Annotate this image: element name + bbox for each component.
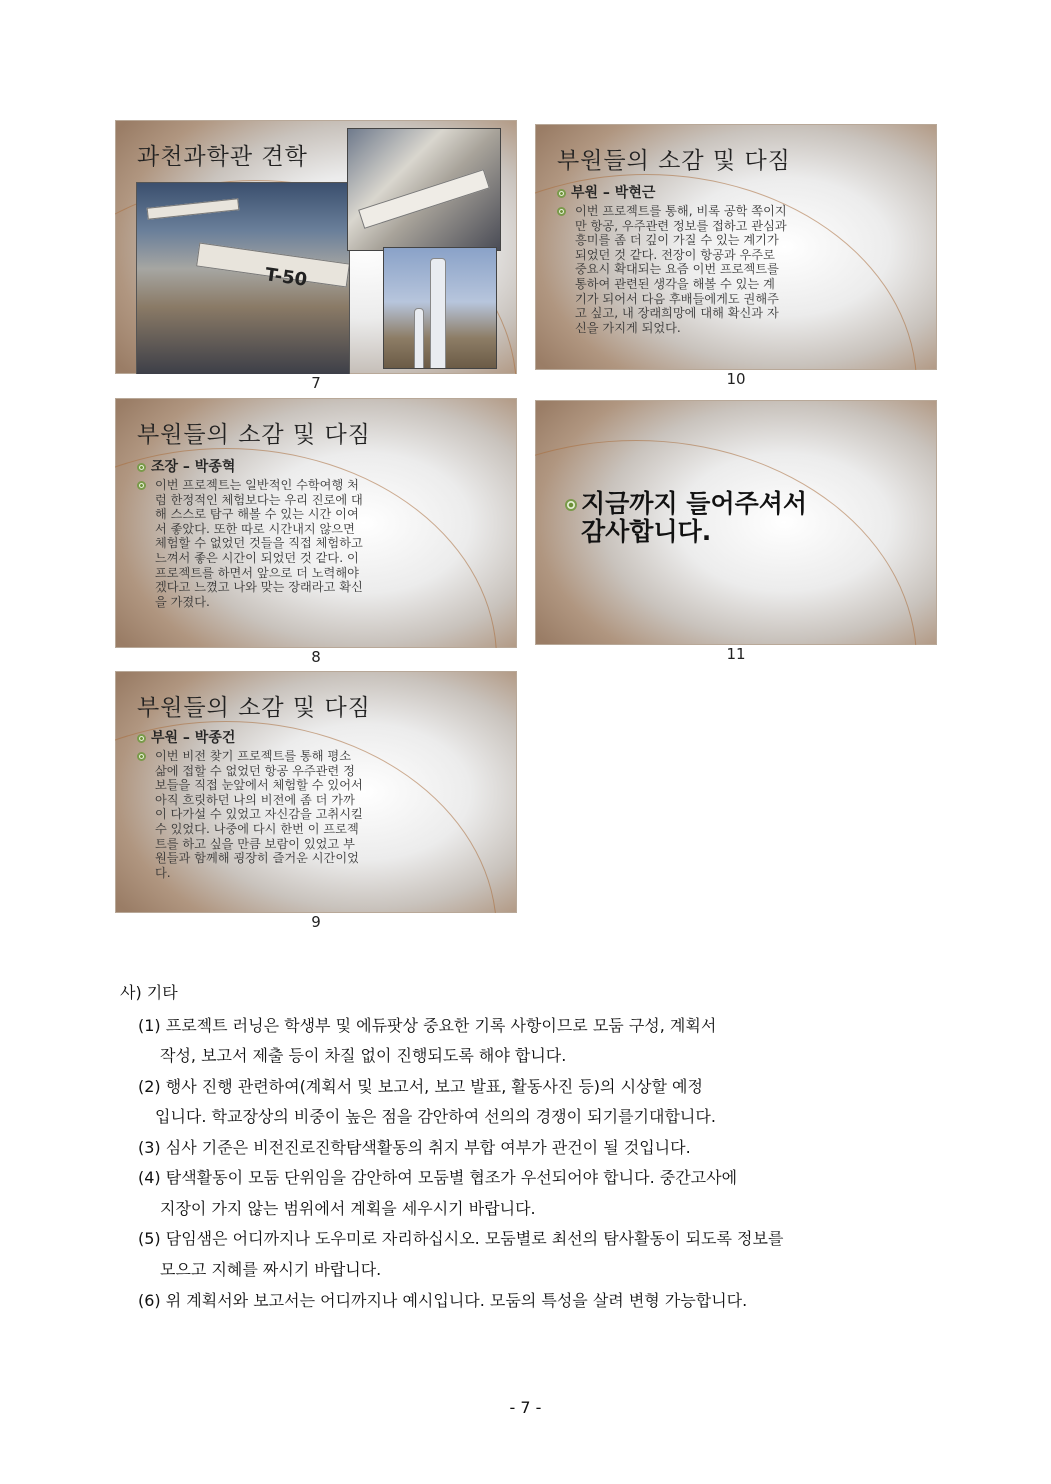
slide-number: 10 <box>726 370 746 388</box>
aircraft-model <box>147 198 240 220</box>
aircraft-model <box>358 169 490 229</box>
speaker-label: 부원 – 박현근 <box>557 182 655 202</box>
section-line: 모으고 지혜를 짜시기 바랍니다. <box>160 1260 382 1279</box>
body-line: 보들을 직접 눈앞에서 체험할 수 있어서 <box>155 778 363 793</box>
section-line: (2) 행사 진행 관련하여(계획서 및 보고서, 보고 발표, 활동사진 등)의 시상할 예정 <box>138 1077 703 1096</box>
slide-11 <box>535 400 937 645</box>
body-line: 흥미를 좀 더 깊이 가질 수 있는 계기가 <box>575 233 779 248</box>
slide-10 <box>535 124 937 370</box>
body-line: 고 싶고, 내 장래희망에 대해 확신과 자 <box>575 306 779 321</box>
body-line: 기가 되어서 다음 후배들에게도 권해주 <box>575 291 779 306</box>
section-line: (3) 심사 기준은 비전진로진학탐색활동의 취지 부합 여부가 관건이 될 것입니다. <box>138 1138 691 1157</box>
body-line: 수 있었다. 나중에 다시 한번 이 프로젝 <box>155 821 359 836</box>
section-line: 입니다. 학교장상의 비중이 높은 점을 감안하여 선의의 경쟁이 되기를기대합니다. <box>155 1107 716 1126</box>
section-line: 작성, 보고서 제출 등이 차질 없이 진행되도록 해야 합니다. <box>160 1046 567 1065</box>
body-line: 다. <box>155 865 171 880</box>
body-line: 겠다고 느꼈고 나와 맞는 장래라고 확신 <box>155 580 363 595</box>
body-line: 프로젝트를 하면서 앞으로 더 노력해야 <box>155 565 359 580</box>
slide-body <box>557 204 787 335</box>
body-line: 이 다가설 수 있었고 자신감을 고취시킬 <box>155 807 363 822</box>
body-line: 이번 비전 찾기 프로젝트를 통해 평소 <box>155 749 351 763</box>
body-line: 이번 프로젝트는 일반적인 수학여행 처 <box>155 478 359 492</box>
body-line: 원들과 함께해 굉장히 즐거운 시간이었 <box>155 851 359 866</box>
body-line: 중요시 확대되는 요즘 이번 프로젝트를 <box>575 262 779 277</box>
section-title: 사) 기타 <box>120 983 178 1002</box>
bullet-icon <box>557 207 566 216</box>
slide-title: 과천과학관 견학 <box>137 144 308 170</box>
body-line: 을 가졌다. <box>155 594 210 609</box>
museum-hall-photo <box>136 182 350 374</box>
page-number: - 7 - <box>509 1398 542 1417</box>
section-line: (1) 프로젝트 러닝은 학생부 및 에듀팟상 중요한 기록 사항이므로 모둠 구성, 계획서 <box>138 1016 717 1035</box>
bullet-icon <box>137 463 146 472</box>
bullet-icon <box>137 734 146 743</box>
body-line: 통하여 관련된 생각을 해볼 수 있는 계 <box>575 276 775 291</box>
closing-line: 감사합니다. <box>581 517 712 546</box>
bullet-icon <box>565 499 577 511</box>
slide-number: 8 <box>311 648 321 666</box>
body-line: 만 항공, 우주관련 정보를 접하고 관심과 <box>575 218 787 233</box>
body-line: 이번 프로젝트를 통해, 비록 공학 쪽이지 <box>575 204 787 218</box>
slide-9 <box>115 671 517 913</box>
section-line: (4) 탐색활동이 모둠 단위임을 감안하여 모둠별 협조가 우선되어야 합니다. 중간고사에 <box>138 1168 738 1187</box>
bullet-icon <box>557 189 566 198</box>
section-line: (5) 담임샘은 어디까지나 도우미로 자리하십시오. 모둠별로 최선의 탐사활동이 되도록 정보를 <box>138 1229 784 1248</box>
aircraft-exhibit-photo <box>347 128 501 251</box>
closing-message <box>565 490 807 546</box>
slide-7 <box>115 120 517 374</box>
slide-number: 7 <box>311 374 321 392</box>
slide-number: 11 <box>726 645 746 663</box>
body-line: 되었던 것 같다. 전장이 항공과 우주로 <box>575 247 775 262</box>
section-line: 지장이 가지 않는 범위에서 계획을 세우시기 바랍니다. <box>160 1199 536 1218</box>
slide-title: 부원들의 소감 및 다짐 <box>557 148 791 174</box>
body-line: 신을 가지게 되었다. <box>575 320 681 335</box>
slide-8 <box>115 398 517 648</box>
section-line: (6) 위 계획서와 보고서는 어디까지나 예시입니다. 모둠의 특성을 살려 변형 가능합니다. <box>138 1291 748 1310</box>
body-line: 아직 흐릿하던 나의 비전에 좀 더 가까 <box>155 792 355 807</box>
rocket-model <box>414 308 424 369</box>
body-line: 느껴서 좋은 시간이 되었던 것 같다. 이 <box>155 550 359 565</box>
closing-line: 지금까지 들어주셔서 <box>581 489 808 518</box>
slide-body <box>137 478 363 609</box>
bullet-icon <box>137 481 146 490</box>
aircraft-marking: T-50 <box>263 264 309 291</box>
speaker-label: 조장 – 박종혁 <box>137 456 235 476</box>
body-line: 체험할 수 없었던 것들을 직접 체험하고 <box>155 536 363 551</box>
body-line: 삶에 접할 수 없었던 항공 우주관련 정 <box>155 763 355 778</box>
rocket-model <box>430 258 446 369</box>
slide-title: 부원들의 소감 및 다짐 <box>137 422 371 448</box>
body-line: 서 좋았다. 또한 따로 시간내지 않으면 <box>155 521 355 536</box>
body-line: 트를 하고 싶을 만큼 보람이 있었고 부 <box>155 836 355 851</box>
slide-number: 9 <box>311 913 321 931</box>
rocket-photo <box>383 247 497 369</box>
body-line: 해 스스로 탐구 해볼 수 있는 시간 이여 <box>155 507 359 522</box>
bullet-icon <box>137 752 146 761</box>
slide-body <box>137 749 363 880</box>
body-line: 럼 한정적인 체험보다는 우리 진로에 대 <box>155 492 363 507</box>
slide-title: 부원들의 소감 및 다짐 <box>137 695 371 721</box>
speaker-label: 부원 – 박종건 <box>137 727 235 747</box>
